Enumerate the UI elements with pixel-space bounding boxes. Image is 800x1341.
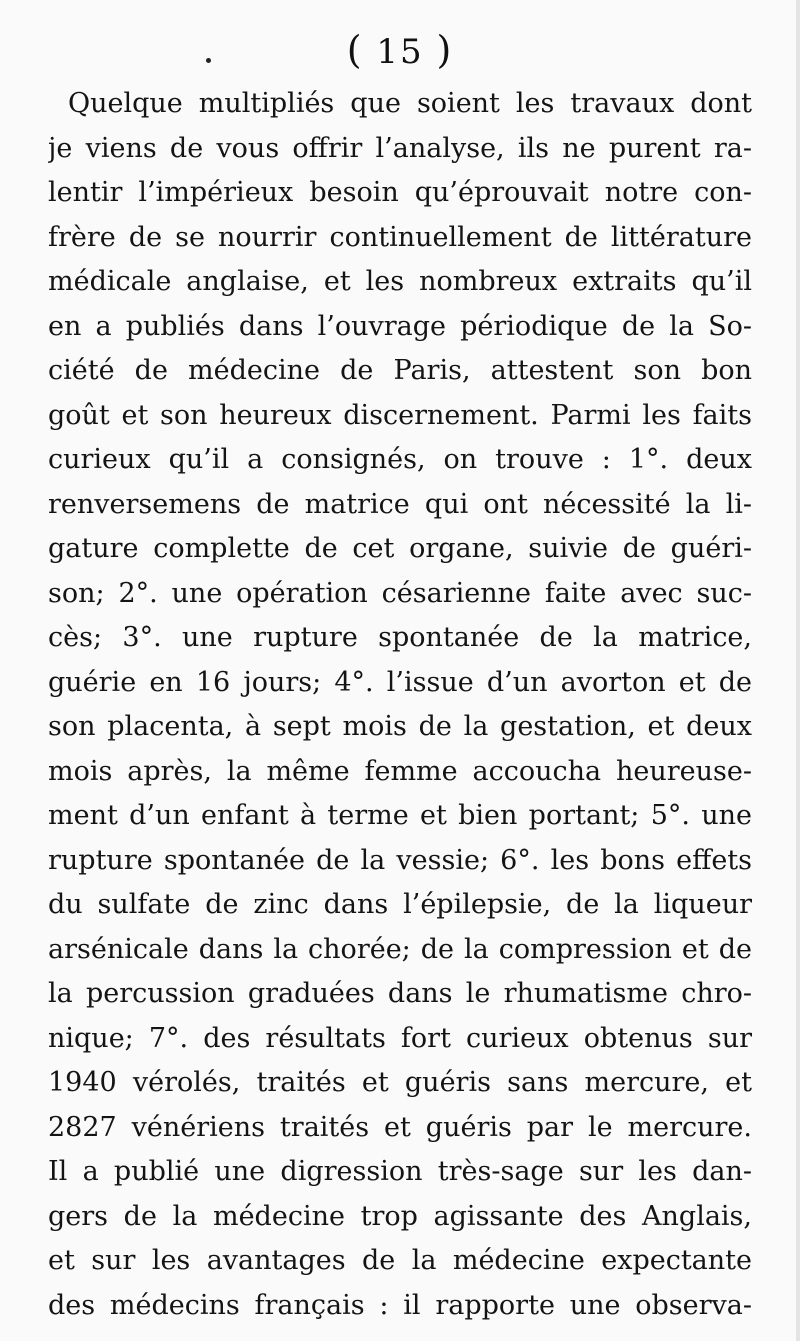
- text-line: arsénicale dans la chorée; de la compression et de: [48, 933, 752, 965]
- text-line: rupture spontanée de la vessie; 6°. les bons effets: [48, 844, 752, 876]
- text-line: goût et son heureux discernement. Parmi les faits: [48, 399, 752, 431]
- page-number: 15: [376, 32, 424, 72]
- page-number-open-paren: (: [346, 28, 364, 72]
- text-line: gature complette de cet organe, suivie de guéri-: [48, 533, 752, 564]
- text-line: frère de se nourrir continuellement de littérature: [48, 221, 752, 253]
- text-line: nique; 7°. des résultats fort curieux obtenus sur: [48, 1022, 752, 1054]
- text-line: lentir l’impérieux besoin qu’éprouvait notre con-: [48, 177, 752, 208]
- text-line: son placenta, à sept mois de la gestation, et deux: [48, 711, 752, 742]
- text-line: et sur les avantages de la médecine expectante: [48, 1245, 752, 1276]
- page-edge-shadow: [796, 0, 800, 1341]
- text-line: curieux qu’il a consignés, on trouve : 1°. deux: [48, 444, 752, 475]
- text-line: guérie en 16 jours; 4°. l’issue d’un avorton et de: [48, 666, 752, 698]
- text-line: Il a publié une digression très-sage sur les dan-: [48, 1156, 752, 1187]
- text-line: ment d’un enfant à terme et bien portant; 5°. une: [48, 800, 752, 831]
- text-line: je viens de vous offrir l’analyse, ils ne purent ra-: [48, 132, 752, 164]
- text-line: renversemens de matrice qui ont nécessité la li-: [48, 488, 752, 520]
- text-line: Quelque multipliés que soient les travaux dont: [68, 88, 752, 119]
- page-number-header: [0, 28, 800, 72]
- text-line: en a publiés dans l’ouvrage périodique de la So-: [48, 310, 752, 342]
- text-line: 2827 vénériens traités et guéris par le mercure.: [48, 1111, 752, 1143]
- text-line: des médecins français : il rapporte une observa-: [48, 1289, 752, 1321]
- text-line: ciété de médecine de Paris, attestent son bon: [48, 355, 752, 386]
- text-line: la percussion graduées dans le rhumatisme chro-: [48, 978, 752, 1009]
- text-line: médicale anglaise, et les nombreux extraits qu’il: [48, 266, 752, 297]
- text-line: mois après, la même femme accoucha heureuse-: [48, 755, 752, 787]
- text-line: son; 2°. une opération césarienne faite avec suc-: [48, 577, 752, 609]
- text-line: gers de la médecine trop agissante des Anglais,: [48, 1200, 752, 1232]
- body-paragraph: [48, 82, 752, 1328]
- text-line: du sulfate de zinc dans l’épilepsie, de la liqueur: [48, 889, 752, 920]
- page-number-close-paren: ): [436, 28, 454, 72]
- text-line: 1940 vérolés, traités et guéris sans mercure, et: [48, 1067, 752, 1098]
- text-line: cès; 3°. une rupture spontanée de la matrice,: [48, 622, 752, 653]
